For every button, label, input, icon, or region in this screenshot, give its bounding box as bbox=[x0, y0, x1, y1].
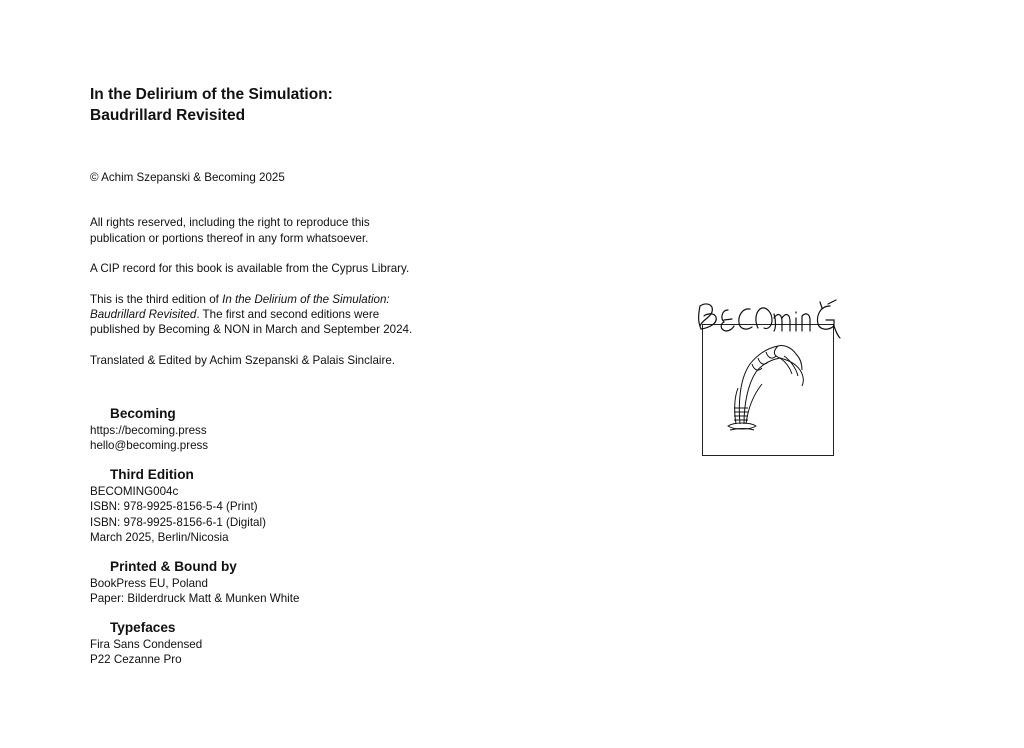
book-title-line-2: Baudrillard Revisited bbox=[90, 107, 246, 124]
colophon-text-block bbox=[90, 84, 510, 368]
edition-note-line-2 bbox=[90, 307, 510, 322]
edition-date-place: March 2025, Berlin/Nicosia bbox=[90, 531, 229, 545]
book-title-line-1: In the Delirium of the Simulation: bbox=[90, 86, 333, 103]
printer: BookPress EU, Poland bbox=[90, 577, 208, 590]
printing-heading: Printed & Bound by bbox=[110, 559, 237, 574]
rights-line-1: All rights reserved, including the right to reproduce this bbox=[90, 216, 370, 230]
paper: Paper: Bilderdruck Matt & Munken White bbox=[90, 592, 300, 606]
rights-line-2: publication or portions thereof in any form whatsoever. bbox=[90, 231, 369, 245]
edition-title-italic-2: Baudrillard Revisited bbox=[90, 308, 197, 322]
publisher-section bbox=[90, 405, 470, 454]
edition-note-line-3: published by Becoming & NON in March and September 2024. bbox=[90, 323, 413, 337]
catalog-number: BECOMING004c bbox=[90, 485, 179, 498]
wordmark-script-icon bbox=[699, 300, 840, 338]
isbn-print: ISBN: 978-9925-8156-5-4 (Print) bbox=[90, 500, 258, 514]
logo-artwork bbox=[692, 298, 852, 460]
typefaces-section bbox=[90, 619, 470, 668]
publisher-heading: Becoming bbox=[110, 406, 176, 421]
edition-section bbox=[90, 466, 470, 546]
printing-section bbox=[90, 558, 470, 607]
typeface-2: P22 Cezanne Pro bbox=[90, 653, 182, 667]
edition-prefix: This is the third edition of bbox=[90, 292, 223, 306]
becoming-logo bbox=[692, 298, 852, 460]
publisher-website[interactable]: https://becoming.press bbox=[90, 424, 207, 437]
copyright-notice: © Achim Szepanski & Becoming 2025 bbox=[90, 171, 285, 184]
edition-note-line-1 bbox=[90, 292, 510, 307]
isbn-digital: ISBN: 978-9925-8156-6-1 (Digital) bbox=[90, 515, 266, 529]
publisher-email[interactable]: hello@becoming.press bbox=[90, 439, 209, 453]
edition-heading: Third Edition bbox=[110, 467, 194, 482]
edition-title-italic-1: In the Delirium of the Simulation: bbox=[222, 292, 390, 306]
cip-record: A CIP record for this book is available from the Cyprus Library. bbox=[90, 262, 410, 276]
typefaces-heading: Typefaces bbox=[110, 620, 176, 635]
translation-credit: Translated & Edited by Achim Szepanski & Palais Sinclaire. bbox=[90, 353, 396, 367]
edition-rest: . The first and second editions were bbox=[196, 308, 380, 322]
fountain-icon bbox=[728, 345, 803, 430]
typeface-1: Fira Sans Condensed bbox=[90, 638, 203, 651]
